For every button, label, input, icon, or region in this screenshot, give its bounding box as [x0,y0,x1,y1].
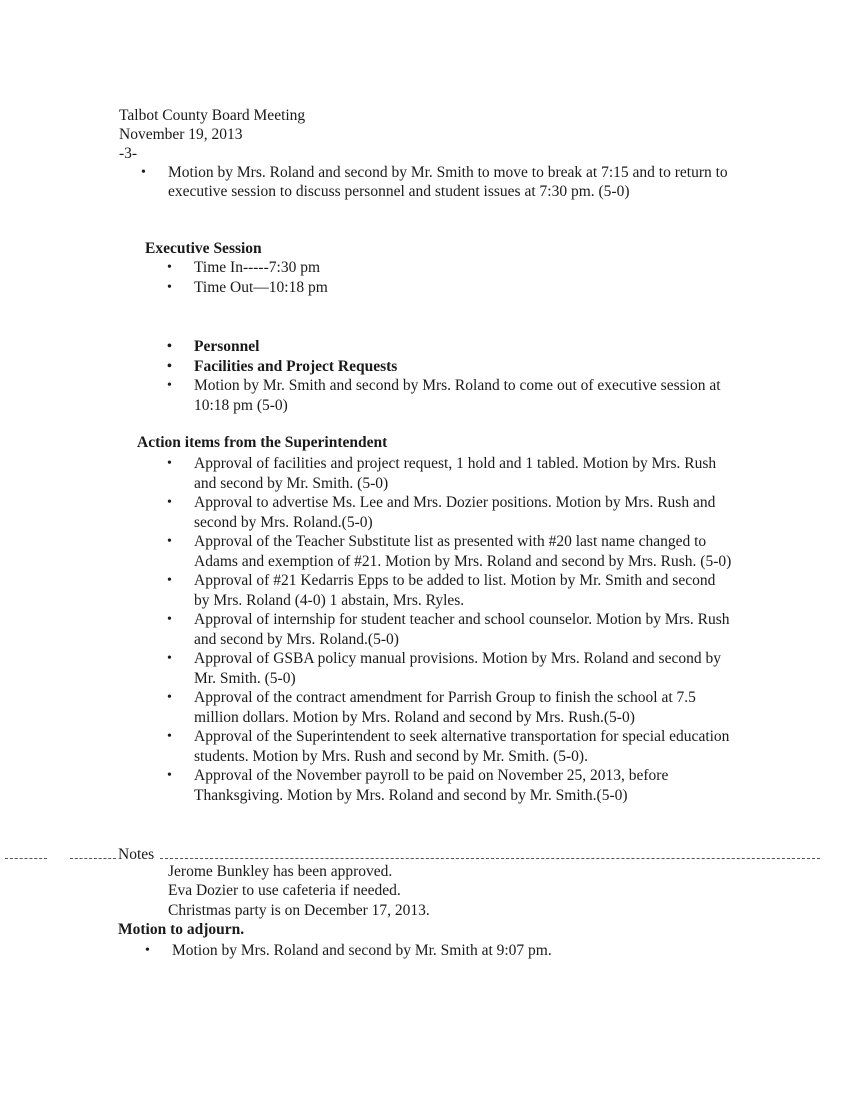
action-item: • Approval of GSBA policy manual provisions. Motion by Mrs. Roland and second by Mr. Smith. (5-0) [194,649,734,688]
list-item: • Time Out—10:18 pm [194,278,734,298]
list-item: • Motion by Mrs. Roland and second by Mr. Smith at 9:07 pm. [172,941,732,961]
note-line: Eva Dozier to use cafeteria if needed. [168,882,401,899]
action-item: • Approval of #21 Kedarris Epps to be added to list. Motion by Mr. Smith and second by Mrs. Roland (4-0) 1 abstain, Mrs. Ryles. [194,571,734,610]
action-item: • Approval of the contract amendment for Parrish Group to finish the school at 7.5 million dollars. Motion by Mrs. Roland and second by Mrs. Rush.(5-0) [194,688,734,727]
action-item: • Approval of the Superintendent to seek alternative transportation for special education students. Motion by Mrs. Rush and second by Mr. Smith. (5-0). [194,727,734,766]
list-item: • Motion by Mrs. Roland and second by Mr. Smith to move to break at 7:15 and to return to executive session to discuss personnel and student issues at 7:30 pm. (5-0) [168,163,728,201]
list-item: • Time In-----7:30 pm [194,258,734,278]
divider-left-1 [5,858,47,859]
adjourn-heading: Motion to adjourn. [118,921,245,938]
action-items-list [194,454,734,805]
list-item: • Motion by Mr. Smith and second by Mrs. Roland to come out of executive session at 10:18 pm (5-0) [194,376,734,415]
page-number: -3- [119,145,138,162]
action-item: • Approval of the November payroll to be paid on November 25, 2013, before Thanksgiving. Motion by Mrs. Roland and second by Mr. Smith.(5-0) [194,766,734,805]
notes-label: Notes [118,846,155,863]
note-line: Christmas party is on December 17, 2013. [168,902,430,919]
break-motion-list [168,163,728,201]
meeting-date: November 19, 2013 [119,126,243,143]
list-item: • Personnel [194,337,734,357]
executive-session-times [194,258,734,297]
action-item: • Approval to advertise Ms. Lee and Mrs. Dozier positions. Motion by Mrs. Rush and second by Mrs. Roland.(5-0) [194,493,734,532]
executive-session-heading: Executive Session [145,240,262,257]
action-items-heading: Action items from the Superintendent [137,434,388,451]
action-item: • Approval of internship for student teacher and school counselor. Motion by Mrs. Rush and second by Mrs. Roland.(5-0) [194,610,734,649]
list-item: • Facilities and Project Requests [194,357,734,377]
action-item: • Approval of the Teacher Substitute list as presented with #20 last name changed to Adams and exemption of #21. Motion by Mrs. Roland and second by Mrs. Rush. (5-0) [194,532,734,571]
note-line: Jerome Bunkley has been approved. [168,863,393,880]
executive-session-topics [194,337,734,415]
divider-right [160,858,820,859]
document-title: Talbot County Board Meeting [119,107,306,124]
divider-left-2 [70,858,116,859]
action-item: • Approval of facilities and project request, 1 hold and 1 tabled. Motion by Mrs. Rush and second by Mr. Smith. (5-0) [194,454,734,493]
adjourn-list [172,941,732,961]
